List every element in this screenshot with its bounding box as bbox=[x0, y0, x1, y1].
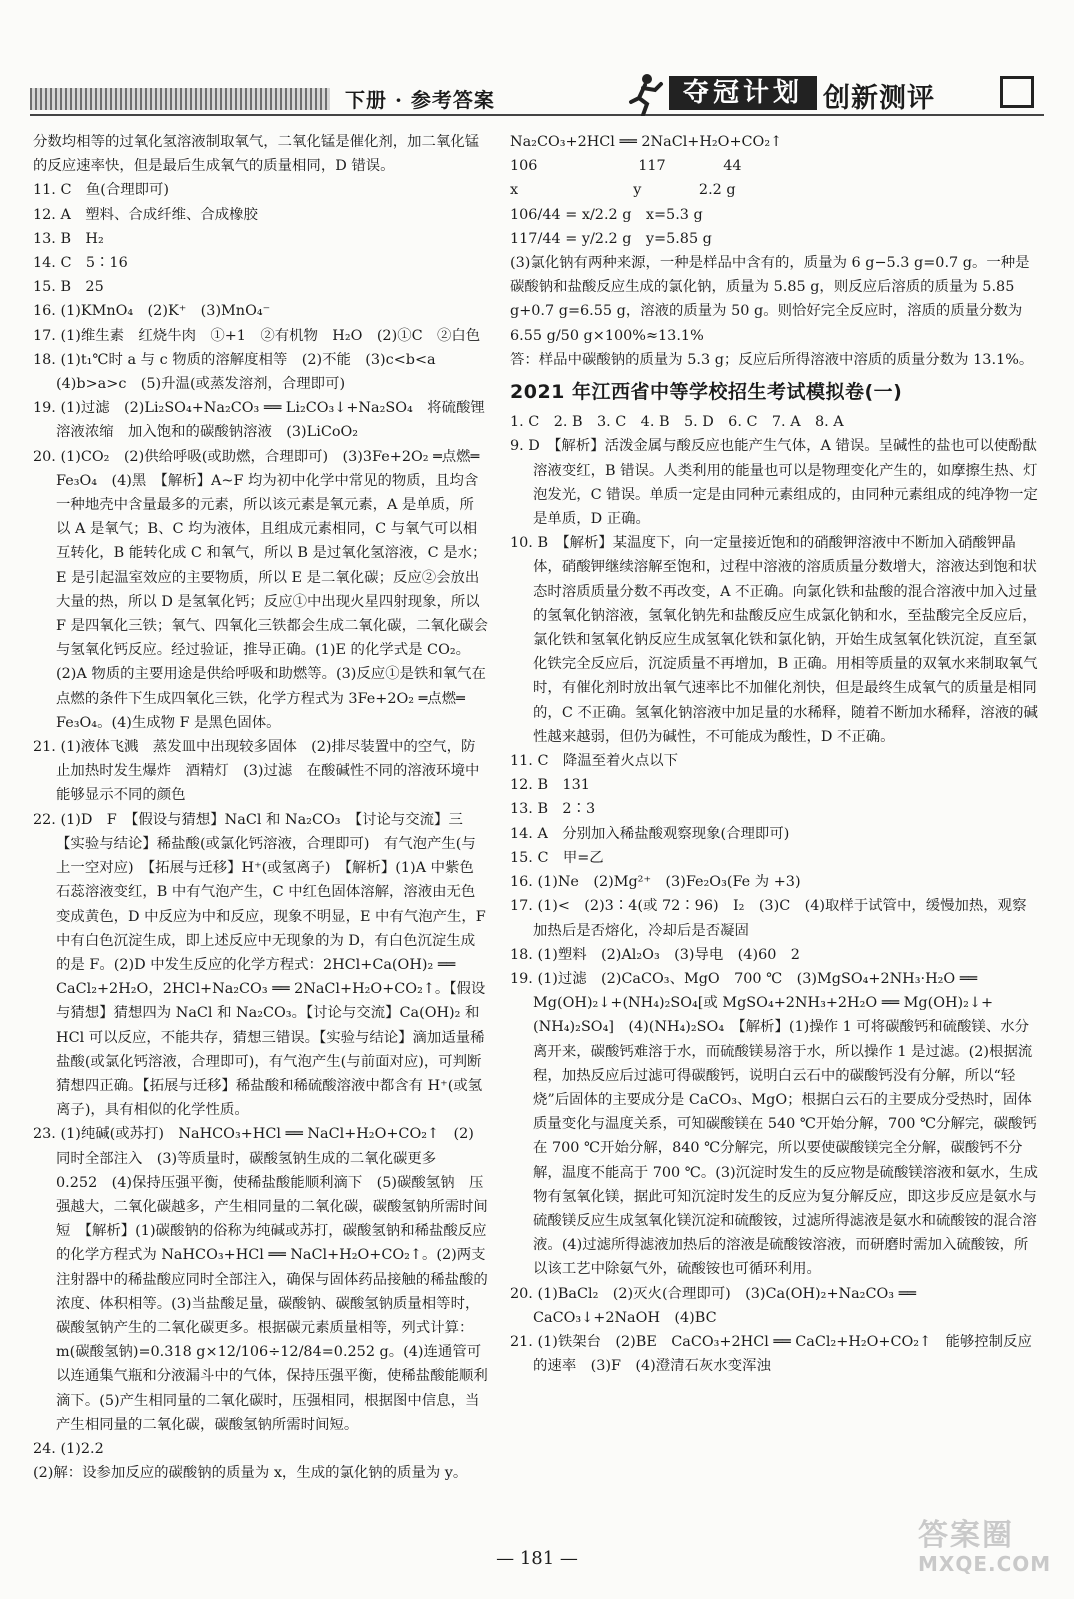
answer-line: 1. C 2. B 3. C 4. B 5. D 6. C 7. A 8. A bbox=[510, 414, 844, 431]
answer-line: 19. (1)过滤 (2)CaCO₃、MgO 700 ℃ (3)MgSO₄+2NH₃·H₂O ══ Mg(OH)₂↓+(NH₄)₂SO₄[或 MgSO₄+2NH₃+2H₂O ══ Mg(OH)₂↓+(NH₄)₂SO₄] (4)(NH₄)₂SO₄ 【解析】(1)操作 1 可将碳酸钙和硫酸镁、水分离开来，碳酸钙难溶于水，而硫酸镁易溶于水，所以操作 1 是过滤。(2)根据流程，加热反应后过滤可得碳酸钙，说明白云石中的碳酸钙没有分解，所以“轻烧”后固体的主要成分是 CaCO₃、MgO；根据白云石的主要成分受热时，固体质量变化与温度关系，可知碳酸镁在 540 ℃开始分解，700 ℃分解完，碳酸钙在 700 ℃开始分解，840 ℃分解完，所以要使碳酸镁完全分解，碳酸钙不分解，温度不能高于 700 ℃。(3)沉淀时发生的反应物是硫酸镁溶液和氨水，生成物有氢氧化镁，据此可知沉淀时发生的反应为复分解反应，即这步反应是氨水与硫酸镁反应生成氢氧化镁沉淀和硫酸铵，过滤所得滤液是氨水和硫酸铵的混合溶液。(4)过滤所得滤液加热后的溶液是硫酸铵溶液，而研磨时需加入硫酸铵，所以该工艺中除氨气外，硫酸铵也可循环利用。 bbox=[510, 970, 1038, 1278]
answer-line: 23. (1)纯碱(或苏打) NaHCO₃+HCl ══ NaCl+H₂O+CO₂↑ (2)同时全部注入 (3)等质量时，碳酸氢钠生成的二氧化碳更多 0.252 (4)保持压强平衡，使稀盐酸能顺利滴下 (5)碳酸氢钠 压强越大，二氧化碳越多，产生相同量的二氧化碳，碳酸氢钠所需时间短 【解析】(1)碳酸钠的俗称为纯碱或苏打，碳酸氢钠和稀盐酸反应的化学方程式为 NaHCO₃+HCl ══ NaCl+H₂O+CO₂↑。(2)两支注射器中的稀盐酸应同时全部注入，确保与固体药品接触的稀盐酸的浓度、体积相等。(3)当盐酸足量，碳酸钠、碳酸氢钠质量相等时，碳酸氢钠产生的二氧化碳更多。根据碳元素质量相等，列式计算：m(碳酸氢钠)=0.318 g×12/106÷12/84=0.252 g。(4)连通管可以连通集气瓶和分液漏斗中的气体，保持压强平衡，使稀盐酸能顺利滴下。(5)产生相同量的二氧化碳时，压强相同，根据图中信息，当产生相同量的二氧化碳，碳酸氢钠所需时间短。 bbox=[33, 1126, 488, 1433]
answer-line: 16. (1)KMnO₄ (2)K⁺ (3)MnO₄⁻ bbox=[33, 303, 271, 320]
section-title: 2021 年江西省中等学校招生考试模拟卷(一) bbox=[510, 381, 903, 404]
answer-line: 12. B 131 bbox=[510, 777, 590, 794]
answer-line: 24. (1)2.2 bbox=[33, 1440, 104, 1457]
answer-line: 19. (1)过滤 (2)Li₂SO₄+Na₂CO₃ ══ Li₂CO₃↓+Na₂SO₄ 将硫酸锂溶液浓缩 加入饱和的碳酸钠溶液 (3)LiCoO₂ bbox=[33, 400, 485, 441]
answer-line: 17. (1)维生素 红烧牛肉 ①+1 ②有机物 H₂O (2)①C ②白色 bbox=[33, 327, 481, 344]
answer-line: 106 117 44 bbox=[510, 158, 742, 175]
logo-sub-text: 创新测评 bbox=[823, 83, 935, 114]
answer-line: 14. A 分别加入稀盐酸观察现象(合理即可) bbox=[510, 825, 790, 842]
answer-line: x y 2.2 g bbox=[510, 182, 736, 199]
answer-line: (3)氯化钠有两种来源，一种是样品中含有的，质量为 6 g−5.3 g=0.7 g。一种是碳酸钠和盐酸反应生成的氯化钠，质量为 5.85 g，则反应后溶质的质量为 5.85 g+0.7 g=6.55 g，溶液的质量为 50 g。则恰好完全反应时，溶质的质量分数为 6.55 g/50 g×100%≈13.1% bbox=[510, 255, 1030, 344]
answer-line: Na₂CO₃+2HCl ══ 2NaCl+H₂O+CO₂↑ bbox=[510, 134, 783, 150]
answer-line: 15. B 25 bbox=[33, 279, 104, 296]
answer-line: 21. (1)液体飞溅 蒸发皿中出现较多固体 (2)排尽装置中的空气，防止加热时发生爆炸 酒精灯 (3)过滤 在酸碱性不同的溶液环境中能够显示不同的颜色 bbox=[33, 739, 480, 804]
page-header bbox=[0, 0, 1074, 130]
corner-square-icon bbox=[1000, 76, 1034, 108]
answer-line: 21. (1)铁架台 (2)BE CaCO₃+2HCl ══ CaCl₂+H₂O+CO₂↑ 能够控制反应的速率 (3)F (4)澄清石灰水变浑浊 bbox=[510, 1333, 1032, 1375]
watermark-top-text: 答案圈 bbox=[918, 1518, 1014, 1553]
answer-line: 106/44 = x/2.2 g x=5.3 g bbox=[510, 206, 703, 223]
runner-figure-icon bbox=[625, 72, 665, 116]
answer-line: 16. (1)Ne (2)Mg²⁺ (3)Fe₂O₃(Fe 为 +3) bbox=[510, 874, 801, 891]
left-column bbox=[33, 130, 488, 1485]
answer-line: 11. C 鱼(合理即可) bbox=[33, 182, 170, 199]
header-stripe-decoration bbox=[30, 88, 330, 110]
answer-line: 12. A 塑料、合成纤维、合成橡胶 bbox=[33, 206, 258, 223]
brand-logo bbox=[625, 72, 1045, 116]
answer-line: 17. (1)< (2)3∶4(或 72∶96) I₂ (3)C (4)取样于试管中，缓慢加热，观察加热后是否熔化，冷却后是否凝固 bbox=[510, 898, 1027, 939]
logo-main-text: 夺冠计划 bbox=[669, 76, 817, 110]
right-column bbox=[510, 130, 1038, 1378]
answer-line: 分数均相等的过氧化氢溶液制取氧气，二氧化锰是催化剂，加二氧化锰的反应速率快，但是最后生成氧气的质量相同，D 错误。 bbox=[33, 134, 480, 175]
header-title: 下册 · 参考答案 bbox=[345, 88, 495, 112]
answer-line: 14. C 5∶16 bbox=[33, 255, 128, 272]
answer-line: 13. B H₂ bbox=[33, 230, 104, 247]
page-number: — 181 — bbox=[496, 1548, 578, 1569]
answer-line: 9. D 【解析】活泼金属与酸反应也能产生气体，A 错误。呈碱性的盐也可以使酚酞溶液变红，B 错误。人类利用的能量也可以是物理变化产生的，如摩擦生热、灯泡发光，C 错误。单质一定是由同种元素组成的，由同种元素组成的纯净物一定是单质，D 正确。 bbox=[510, 438, 1038, 528]
answer-line: 15. C 甲=乙 bbox=[510, 849, 604, 866]
answer-line: (2)解：设参加反应的碳酸钠的质量为 x，生成的氯化钠的质量为 y。 bbox=[33, 1465, 468, 1482]
answer-line: 20. (1)BaCl₂ (2)灭火(合理即可) (3)Ca(OH)₂+Na₂CO₃ ══ CaCO₃↓+2NaOH (4)BC bbox=[510, 1285, 916, 1326]
answer-line: 117/44 = y/2.2 g y=5.85 g bbox=[510, 230, 712, 247]
site-watermark bbox=[918, 1510, 1068, 1590]
answer-line: 答：样品中碳酸钠的质量为 5.3 g；反应后所得溶液中溶质的质量分数为 13.1%。 bbox=[510, 351, 1034, 368]
answer-line: 11. C 降温至着火点以下 bbox=[510, 753, 678, 770]
answer-line: 18. (1)塑料 (2)Al₂O₃ (3)导电 (4)60 2 bbox=[510, 946, 800, 963]
answer-line: 22. (1)D F 【假设与猜想】NaCl 和 Na₂CO₃ 【讨论与交流】三 【实验与结论】稀盐酸(或氯化钙溶液，合理即可) 有气泡产生(与上一空对应) 【拓展与迁移】H⁺(或氢离子) 【解析】(1)A 中紫色石蕊溶液变红，B 中有气泡产生，C 中红色固体溶解，溶液由无色变成黄色，D 中反应为中和反应，现象不明显，E 中有气泡产生，F 中有白色沉淀生成，即上述反应中无现象的为 D，有白色沉淀生成的是 F。(2)D 中发生反应的化学方程式：2HCl+Ca(OH)₂ ══ CaCl₂+2H₂O，2HCl+Na₂CO₃ ══ 2NaCl+H₂O+CO₂↑。【假设与猜想】猜想四为 NaCl 和 Na₂CO₃。【讨论与交流】Ca(OH)₂ 和 HCl 可以反应，不能共存，猜想三错误。【实验与结论】滴加适量稀盐酸(或氯化钙溶液，合理即可)，有气泡产生(与前面对应)，可判断猜想四正确。【拓展与迁移】稀盐酸和稀硫酸溶液中都含有 H⁺(或氢离子)，具有相似的化学性质。 bbox=[33, 811, 486, 1119]
answer-line: 18. (1)t₁℃时 a 与 c 物质的溶解度相等 (2)不能 (3)c<b<a (4)b>a>c (5)升温(或蒸发溶剂，合理即可) bbox=[33, 351, 451, 393]
watermark-bottom-text: MXQE.COM bbox=[918, 1552, 1052, 1576]
answer-line: 13. B 2∶3 bbox=[510, 801, 596, 818]
answer-line: 20. (1)CO₂ (2)供给呼吸(或助燃，合理即可) (3)3Fe+2O₂ ═点燃═ Fe₃O₄ (4)黑 【解析】A~F 均为初中化学中常见的物质，且均含一种地壳中含量最多的元素，所以该元素是氧元素，A 是单质，所以 A 是氧气；B、C 均为液体，且组成元素相同，C 与氧气可以相互转化，B 能转化成 C 和氧气，所以 B 是过氧化氢溶液，C 是水；E 是引起温室效应的主要物质，所以 E 是二氧化碳；反应②会放出大量的热，所以 D 是氢氧化钙；反应①中出现火星四射现象，所以 F 是四氧化三铁；氧气、四氧化三铁都会生成二氧化碳，二氧化碳会与氢氧化钙反应。经过验证，推导正确。(1)E 的化学式是 CO₂。(2)A 物质的主要用途是供给呼吸和助燃等。(3)反应①是铁和氧气在点燃的条件下生成四氧化三铁，化学方程式为 3Fe+2O₂ ═点燃═ Fe₃O₄。(4)生成物 F 是黑色固体。 bbox=[33, 448, 488, 731]
answer-line: 10. B 【解析】某温度下，向一定量接近饱和的硝酸钾溶液中不断加入硝酸钾晶体，硝酸钾继续溶解至饱和，过程中溶液的溶质质量分数增大，溶液达到饱和状态时溶质质量分数不再改变，A 不正确。向氯化铁和盐酸的混合溶液中加入过量的氢氧化钠溶液，氢氧化钠先和盐酸反应生成氯化钠和水，至盐酸完全反应后，氯化铁和氢氧化钠反应生成氢氧化铁和氯化钠，开始生成氢氧化铁沉淀，直至氯化铁完全反应后，沉淀质量不再增加，B 正确。用相等质量的双氧水来制取氧气时，有催化剂时放出氧气速率比不加催化剂快，但是最终生成氧气的质量是相同的，C 不正确。氢氧化钠溶液中加足量的水稀释，随着不断加水稀释，溶液的碱性越来越弱，但仍为碱性，不可能成为酸性，D 不正确。 bbox=[510, 535, 1038, 745]
